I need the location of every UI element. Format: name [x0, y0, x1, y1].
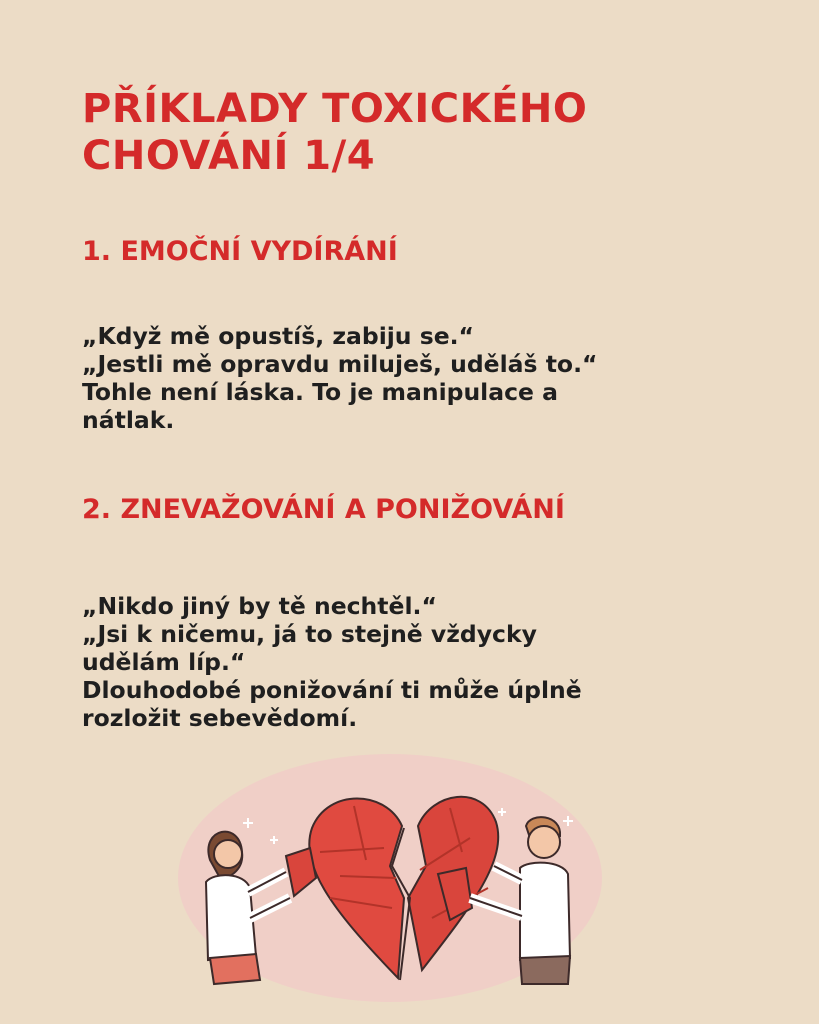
text-line: udělám líp.“: [82, 648, 246, 676]
section-heading-emotional-blackmail: 1. EMOČNÍ VYDÍRÁNÍ: [82, 236, 398, 267]
text-line: „Jsi k ničemu, já to stejně vždycky: [82, 620, 537, 648]
title-line: PŘÍKLADY TOXICKÉHO: [82, 86, 588, 132]
text-line: „Když mě opustíš, zabiju se.“: [82, 322, 475, 350]
text-line: Tohle není láska. To je manipulace a: [82, 378, 559, 406]
section-text-emotional-blackmail: [82, 322, 762, 434]
title-line: CHOVÁNÍ 1/4: [82, 133, 376, 179]
text-line: Dlouhodobé ponižování ti může úplně: [82, 676, 582, 704]
text-line: nátlak.: [82, 406, 175, 434]
page-title: [82, 86, 782, 180]
text-line: „Jestli mě opravdu miluješ, uděláš to.“: [82, 350, 598, 378]
text-line: rozložit sebevědomí.: [82, 704, 358, 732]
section-text-belittling: [82, 592, 762, 732]
text-line: „Nikdo jiný by tě nechtěl.“: [82, 592, 437, 620]
broken-heart-couple-illustration: [170, 748, 610, 1006]
section-heading-belittling: 2. ZNEVAŽOVÁNÍ A PONIŽOVÁNÍ: [82, 494, 565, 525]
